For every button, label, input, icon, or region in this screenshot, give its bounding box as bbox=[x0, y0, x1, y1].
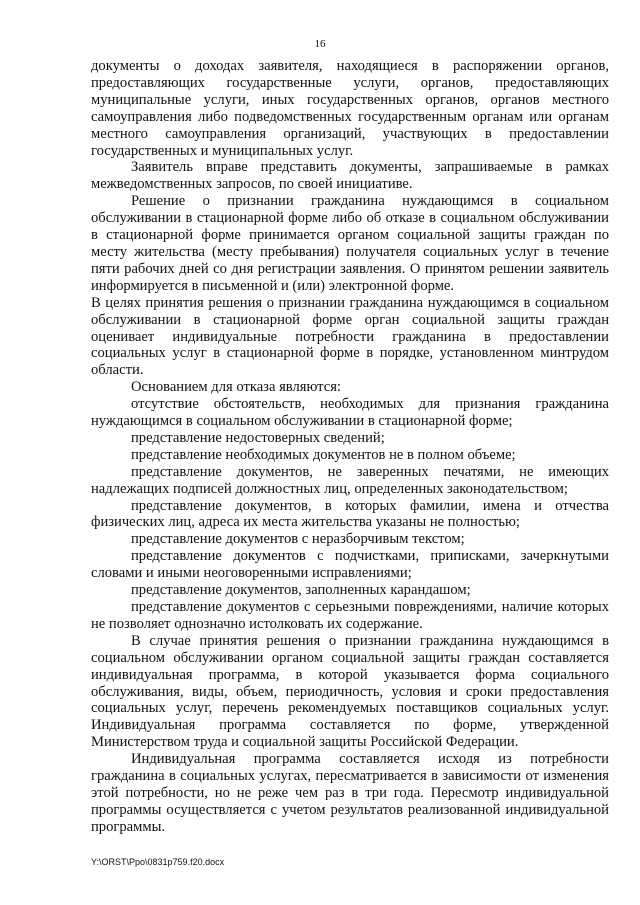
paragraph-program-review: Индивидуальная программа составляется исходя из потребности гражданина в социальных услугах, пересматривается в зависимости от изменения этой потребности, но не реже чем раз в три года. Пересмотр индивидуальной программы осуществляется с учетом результатов реализованной индивидуальной программы. bbox=[91, 751, 609, 835]
paragraph-applicant-right: Заявитель вправе представить документы, запрашиваемые в рамках межведомственных запросов, по своей инициативе. bbox=[91, 159, 609, 193]
list-item-refusal-2: представление недостоверных сведений; bbox=[131, 429, 385, 446]
list-item-refusal-5: представление документов, в которых фамилии, имена и отчества физических лиц, адреса их места жительства указаны не полностью; bbox=[91, 497, 609, 531]
paragraph-decision: Решение о признании гражданина нуждающимся в социальном обслуживании в стационарной форме либо об отказе в социальном обслуживании в стационарной форме принимается органом социальной защиты граждан по месту жительства (месту пребывания) получателя социальных услуг в течение пяти рабочих дней со дня регистрации заявления. О принятом решении заявитель информируется в письменной и (или) электронной форме. bbox=[91, 193, 609, 294]
list-item-refusal-8: представление документов, заполненных карандашом; bbox=[131, 582, 471, 599]
page-number: 16 bbox=[314, 38, 326, 50]
paragraph-assessment: В целях принятия решения о признании гражданина нуждающимся в социальном обслуживании в стационарной форме орган социальной защиты граждан оценивает индивидуальные потребности гражданина в предоставлении социальных услуг в стационарной форме в порядке, установленном минтрудом области. bbox=[91, 294, 609, 379]
list-item-refusal-3: представление необходимых документов не в полном объеме; bbox=[131, 446, 516, 463]
list-item-refusal-4: представление документов, не заверенных печатями, не имеющих надлежащих подписей должностных лиц, определенных законодательством; bbox=[91, 463, 609, 497]
footer-file-path: Y:\ORST\Ppo\0831p759.f20.docx bbox=[91, 857, 225, 867]
list-item-refusal-1: отсутствие обстоятельств, необходимых для признания гражданина нуждающимся в социальном обслуживании в стационарной форме; bbox=[91, 396, 609, 430]
document-body bbox=[91, 58, 609, 836]
paragraph-refusal-grounds-heading: Основанием для отказа являются: bbox=[131, 379, 341, 396]
list-item-refusal-9: представление документов с серьезными повреждениями, наличие которых не позволяет однозначно истолковать их содержание. bbox=[91, 599, 609, 632]
list-item-refusal-6: представление документов с неразборчивым текстом; bbox=[131, 531, 465, 548]
paragraph-continuation: документы о доходах заявителя, находящиеся в распоряжении органов, предоставляющих государственные услуги, органов, предоставляющих муниципальные услуги, иных государственных органов, органов местного самоуправления либо подведомственных государственным органам или органам местного самоуправления организаций, участвующих в предоставлении государственных и муниципальных услуг. bbox=[91, 58, 609, 159]
paragraph-individual-program: В случае принятия решения о признании гражданина нуждающимся в социальном обслуживании органом социальной защиты граждан составляется индивидуальная программа, в которой указывается форма социального обслуживания, виды, объем, периодичность, условия и сроки предоставления социальных услуг, перечень рекомендуемых поставщиков социальных услуг. Индивидуальная программа составляется по форме, утвержденной Министерством труда и социальной защиты Российской Федерации. bbox=[91, 632, 609, 751]
list-item-refusal-7: представление документов с подчистками, приписками, зачеркнутыми словами и иными неоговоренными исправлениями; bbox=[91, 548, 609, 582]
